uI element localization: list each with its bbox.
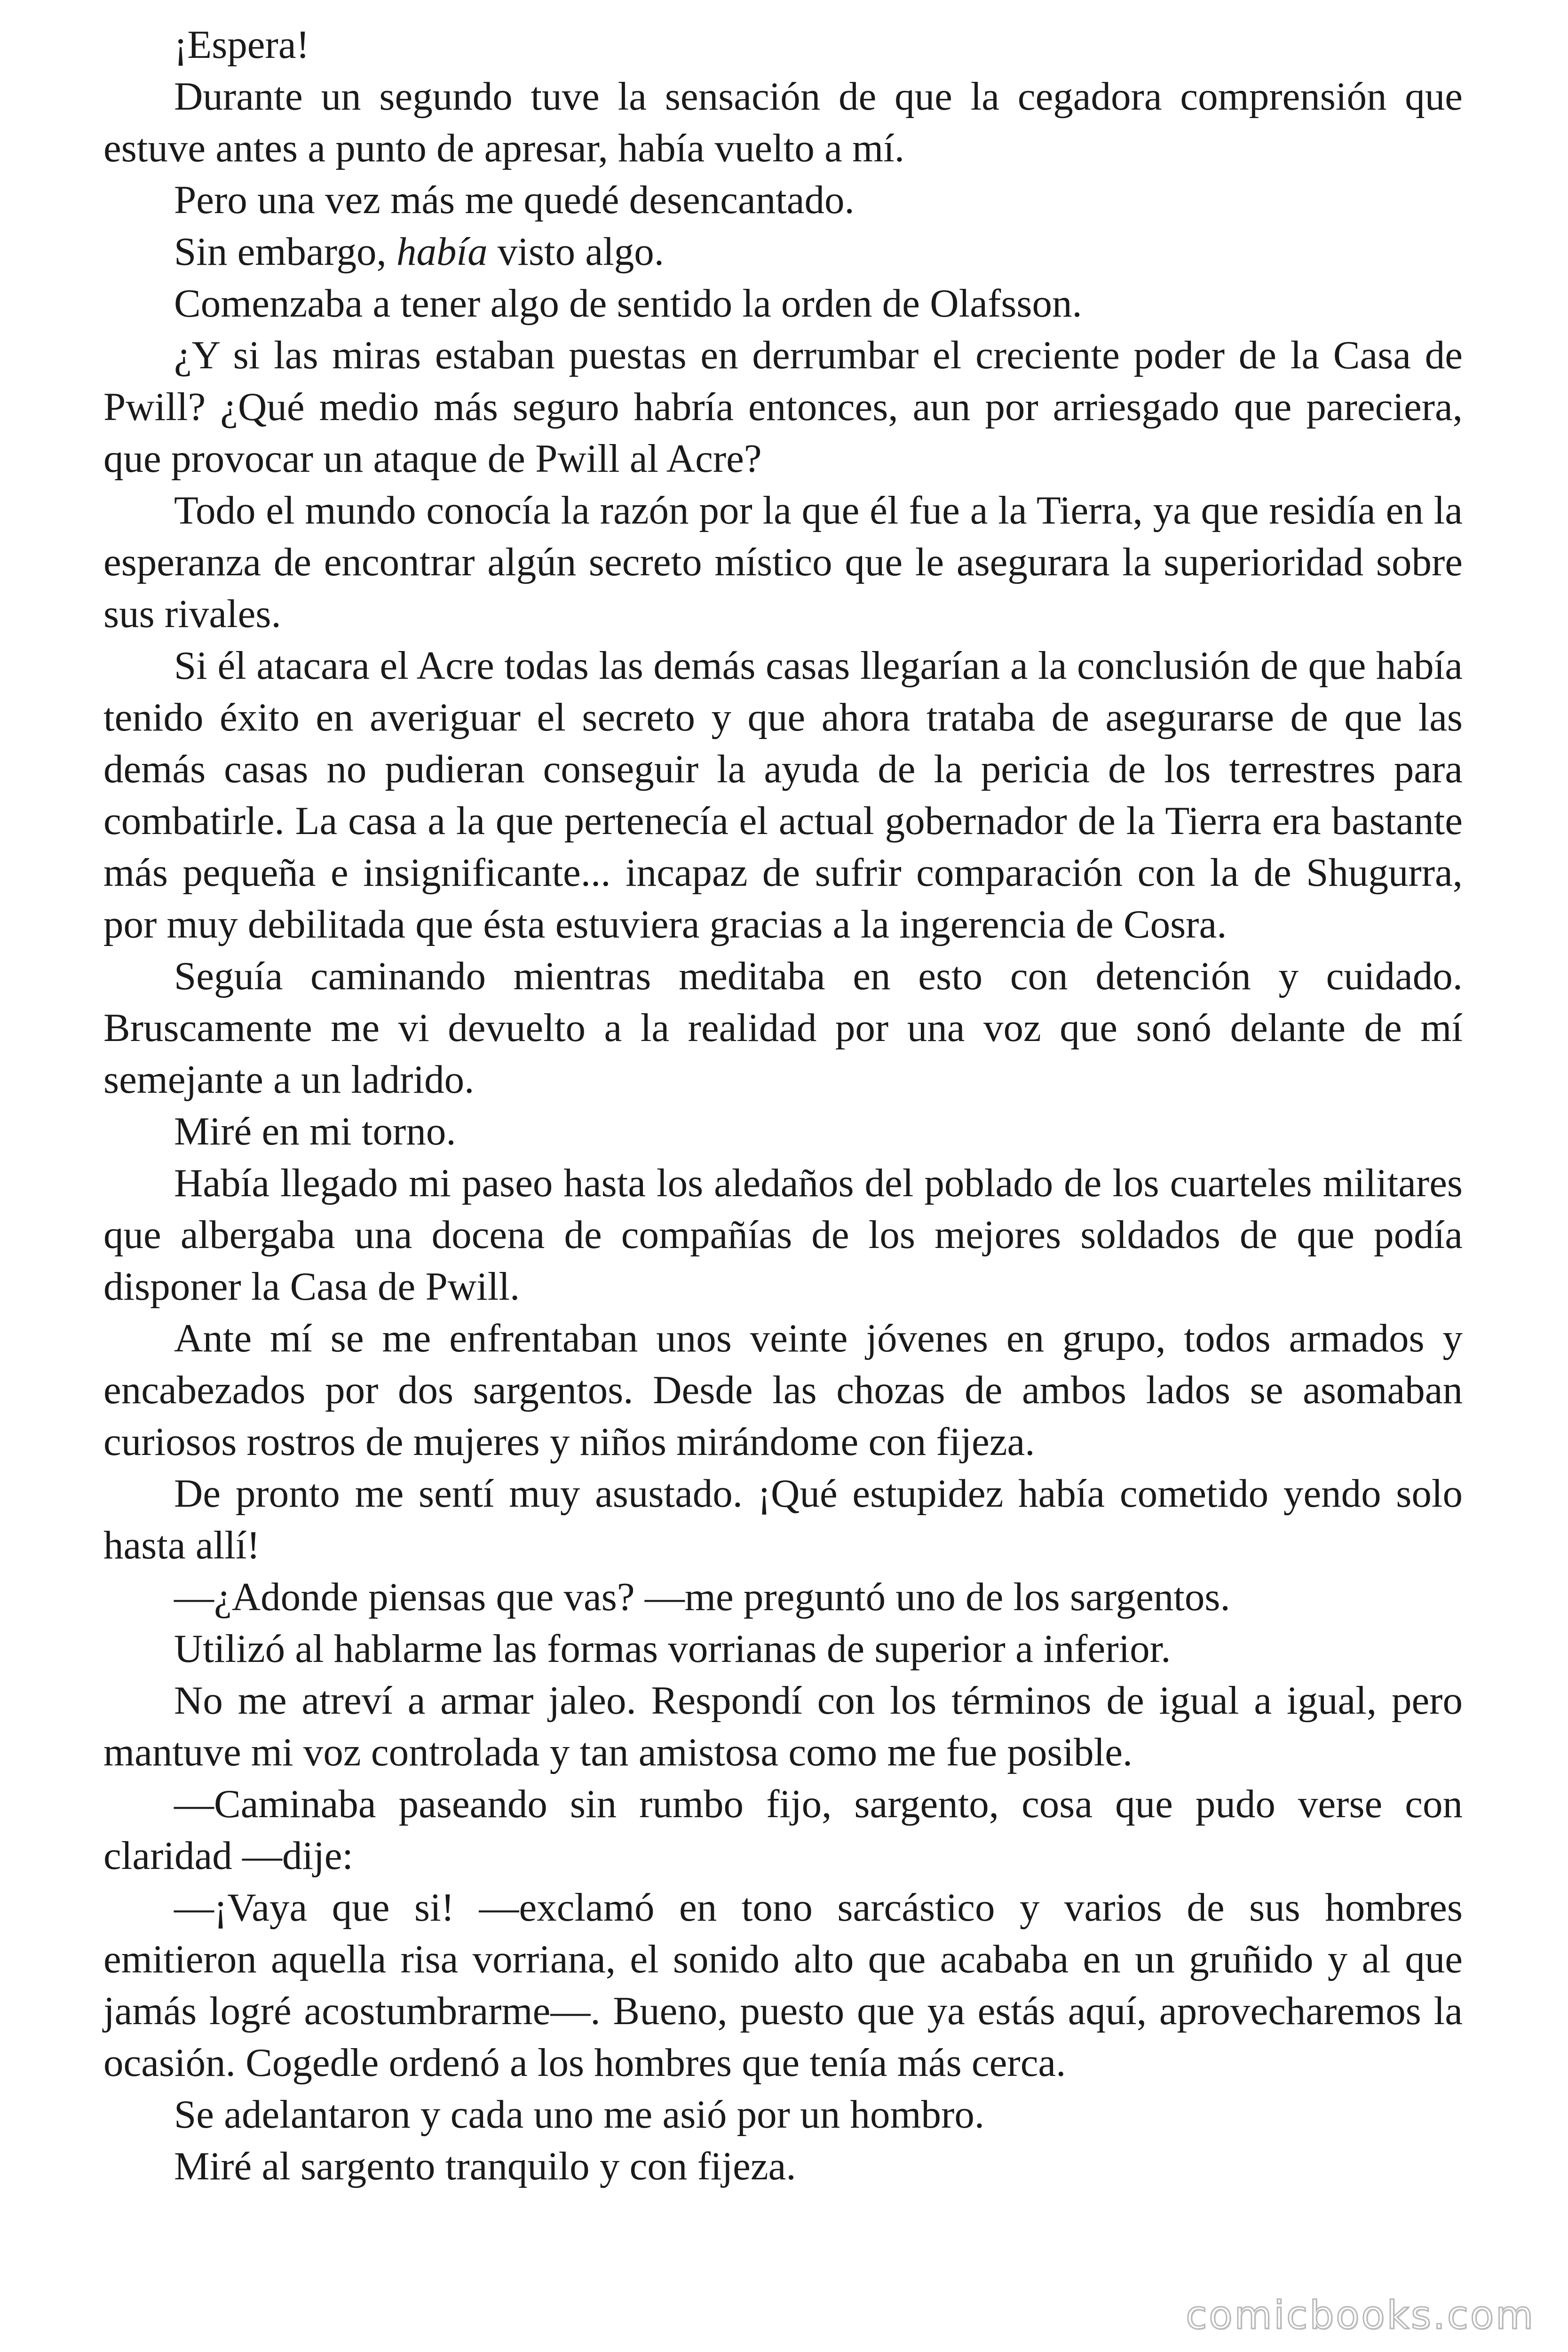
paragraph: Todo el mundo conocía la razón por la que él fue a la Tierra, ya que residía en la esperanza de encontrar algún secreto místico que le asegurara la superioridad sobre sus rivales.	[103, 488, 1463, 636]
paragraph: Miré en mi torno.	[174, 1109, 456, 1153]
paragraph: Si él atacara el Acre todas las demás casas llegarían a la conclusión de que había tenido éxito en averiguar el secreto y que ahora trataba de asegurarse de que las demás casas no pudieran conseguir la ayuda de la pericia de los terrestres para combatirle. La casa a la que pertenecía el actual gobernador de la Tierra era bastante más pequeña e insignificante... incapaz de sufrir comparación con la de Shugurra, por muy debilitada que ésta estuviera gracias a la ingerencia de Cosra.	[103, 644, 1463, 946]
paragraph: Seguía caminando mientras meditaba en esto con detención y cuidado. Bruscamente me vi devuelto a la realidad por una voz que sonó delante de mí semejante a un ladrido.	[103, 954, 1463, 1102]
paragraph: —Caminaba paseando sin rumbo fijo, sargento, cosa que pudo verse con claridad —dije:	[103, 1782, 1463, 1878]
paragraph: Comenzaba a tener algo de sentido la orden de Olafsson.	[174, 281, 1082, 326]
paragraph-text: Sin embargo,	[174, 230, 396, 274]
emphasized-word: había	[396, 230, 488, 274]
paragraph: —¡Vaya que si! —exclamó en tono sarcástico y varios de sus hombres emitieron aquella risa vorriana, el sonido alto que acababa en un gruñido y al que jamás logré acostumbrarme—. Bueno, puesto que ya estás aquí, aprovecharemos la ocasión. Cogedle ordenó a los hombres que tenía más cerca.	[103, 1885, 1463, 2085]
paragraph: —¿Adonde piensas que vas? —me preguntó uno de los sargentos.	[174, 1575, 1230, 1619]
paragraph: ¡Espera!	[174, 23, 309, 67]
paragraph-text: visto algo.	[487, 230, 665, 274]
book-page	[103, 19, 1463, 2192]
paragraph: De pronto me sentí muy asustado. ¡Qué estupidez había cometido yendo solo hasta allí!	[103, 1471, 1463, 1567]
paragraph	[103, 226, 1463, 278]
paragraph: No me atreví a armar jaleo. Respondí con los términos de igual a igual, pero mantuve mi voz controlada y tan amistosa como me fue posible.	[103, 1678, 1463, 1774]
paragraph: Miré al sargento tranquilo y con fijeza.	[174, 2144, 796, 2188]
paragraph: Utilizó al hablarme las formas vorrianas de superior a inferior.	[174, 1627, 1171, 1671]
watermark: comicbooks.com	[1186, 2293, 1535, 2338]
paragraph: Se adelantaron y cada uno me asió por un hombro.	[174, 2092, 985, 2137]
paragraph: ¿Y si las miras estaban puestas en derrumbar el creciente poder de la Casa de Pwill? ¿Qué medio más seguro habría entonces, aun por arriesgado que pareciera, que provocar un ataque de Pwill al Acre?	[103, 333, 1463, 481]
paragraph: Había llegado mi paseo hasta los aledaños del poblado de los cuarteles militares que albergaba una docena de compañías de los mejores soldados de que podía disponer la Casa de Pwill.	[103, 1161, 1463, 1309]
paragraph: Durante un segundo tuve la sensación de que la cegadora comprensión que estuve antes a punto de apresar, había vuelto a mí.	[103, 74, 1463, 170]
paragraph: Ante mí se me enfrentaban unos veinte jóvenes en grupo, todos armados y encabezados por dos sargentos. Desde las chozas de ambos lados se asomaban curiosos rostros de mujeres y niños mirándome con fijeza.	[103, 1316, 1463, 1464]
paragraph: Pero una vez más me quedé desencantado.	[174, 178, 855, 222]
